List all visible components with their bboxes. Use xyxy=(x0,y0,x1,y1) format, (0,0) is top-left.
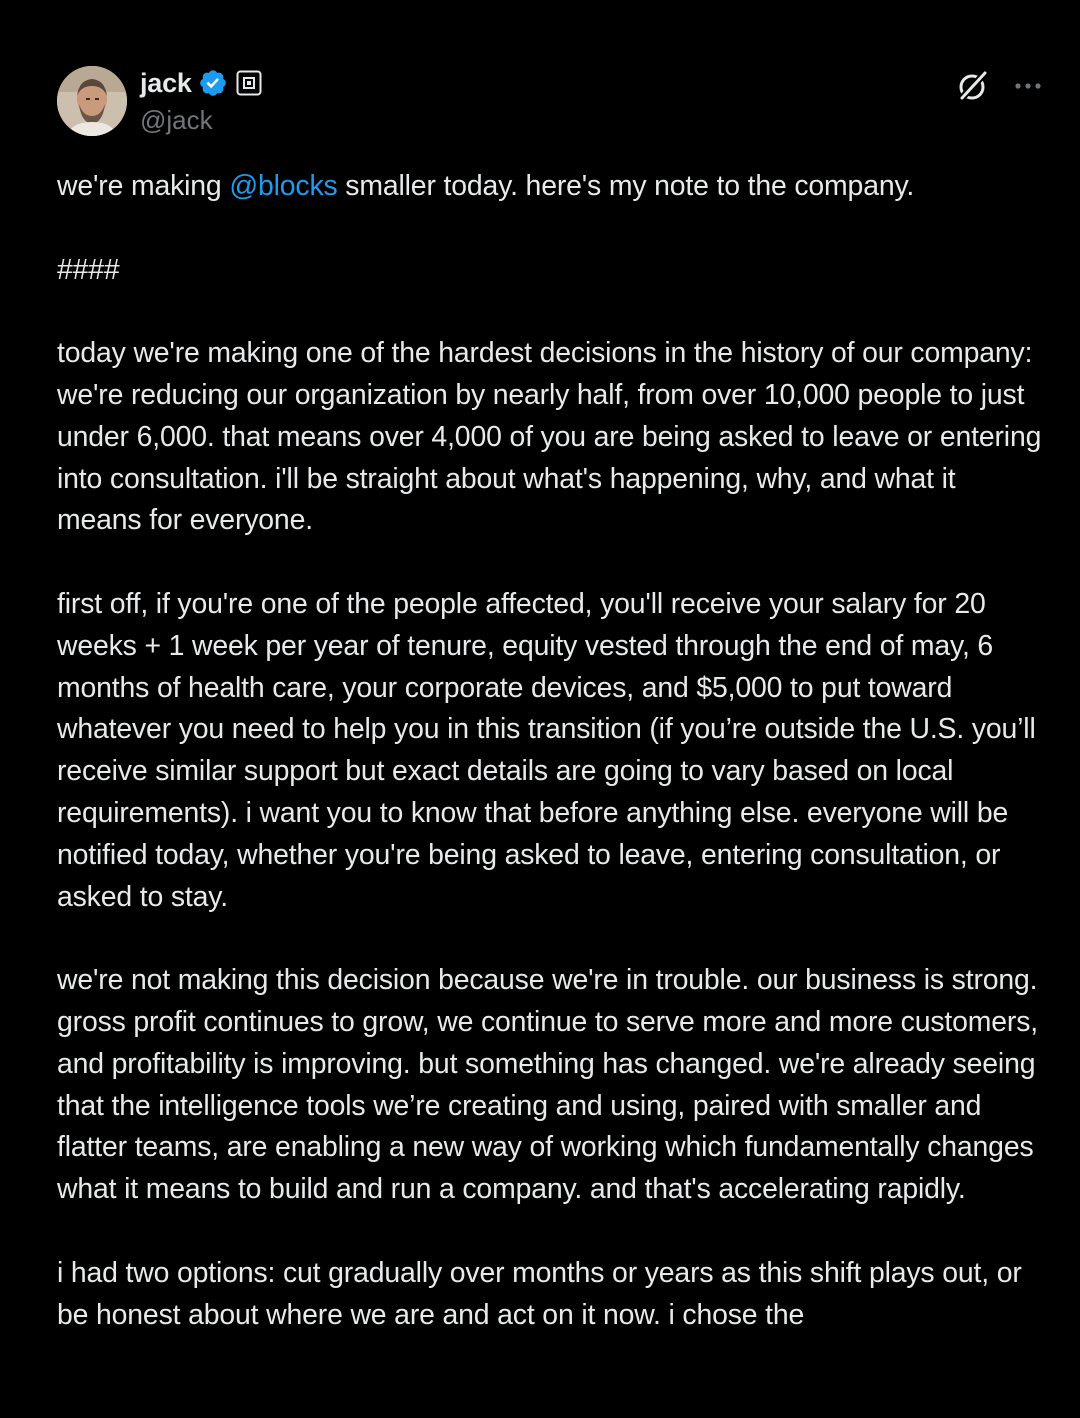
author-display-name[interactable]: jack xyxy=(140,67,192,98)
mention-link[interactable]: @blocks xyxy=(229,170,338,202)
avatar-photo-icon xyxy=(57,66,127,136)
grok-icon[interactable] xyxy=(955,68,991,104)
affiliate-badge-icon[interactable] xyxy=(236,70,262,96)
post-paragraph-4: i had two options: cut gradually over months or years as this shift plays out, or be honest about where we are and act on it now. i chose the xyxy=(57,1256,1022,1331)
author-handle[interactable]: @jack xyxy=(140,105,213,135)
post-paragraph-3: we're not making this decision because we're in trouble. our business is strong. gross profit continues to grow, we continue to serve more and more customers, and profitability is improving. but something has changed. we're already seeing that the intelligence tools we’re creating and using, paired with smaller and flatter teams, are enabling a new way of working which fundamentally changes what it means to build and run a company. and that's accelerating rapidly. xyxy=(57,964,1039,1206)
text-fade-overlay xyxy=(57,1360,1047,1390)
name-row xyxy=(140,64,262,102)
post-intro xyxy=(57,166,1047,208)
post-paragraph-1: today we're making one of the hardest decisions in the history of our company: we're reducing our organization by nearly half, from over 10,000 people to just under 6,000. that means over 4,000 of you are being asked to leave or entering into consultation. i'll be straight about what's happening, why, and what it means for everyone. xyxy=(57,337,1042,537)
intro-text-after: smaller today. here's my note to the company. xyxy=(337,170,915,202)
post-body xyxy=(57,166,1047,1336)
post-paragraph-2: first off, if you're one of the people affected, you'll receive your salary for 20 weeks + 1 week per year of tenure, equity vested through the end of may, 6 months of health care, your corporate devices, and $5,000 to put toward whatever you need to help you in this transition (if you’re outside the U.S. you’ll receive similar support but exact details are going to vary based on local requirements). i want you to know that before anything else. everyone will be notified today, whether you're being asked to leave, entering consultation, or asked to stay. xyxy=(57,587,1036,913)
header-actions xyxy=(955,68,1043,104)
verified-badge-icon[interactable] xyxy=(198,68,228,98)
post-header xyxy=(57,64,1047,138)
post xyxy=(57,64,1047,1390)
author-identity xyxy=(140,64,262,138)
more-icon[interactable] xyxy=(1013,71,1043,101)
post-separator: #### xyxy=(57,253,120,286)
intro-text-before: we're making xyxy=(57,170,230,202)
avatar[interactable] xyxy=(57,66,127,136)
